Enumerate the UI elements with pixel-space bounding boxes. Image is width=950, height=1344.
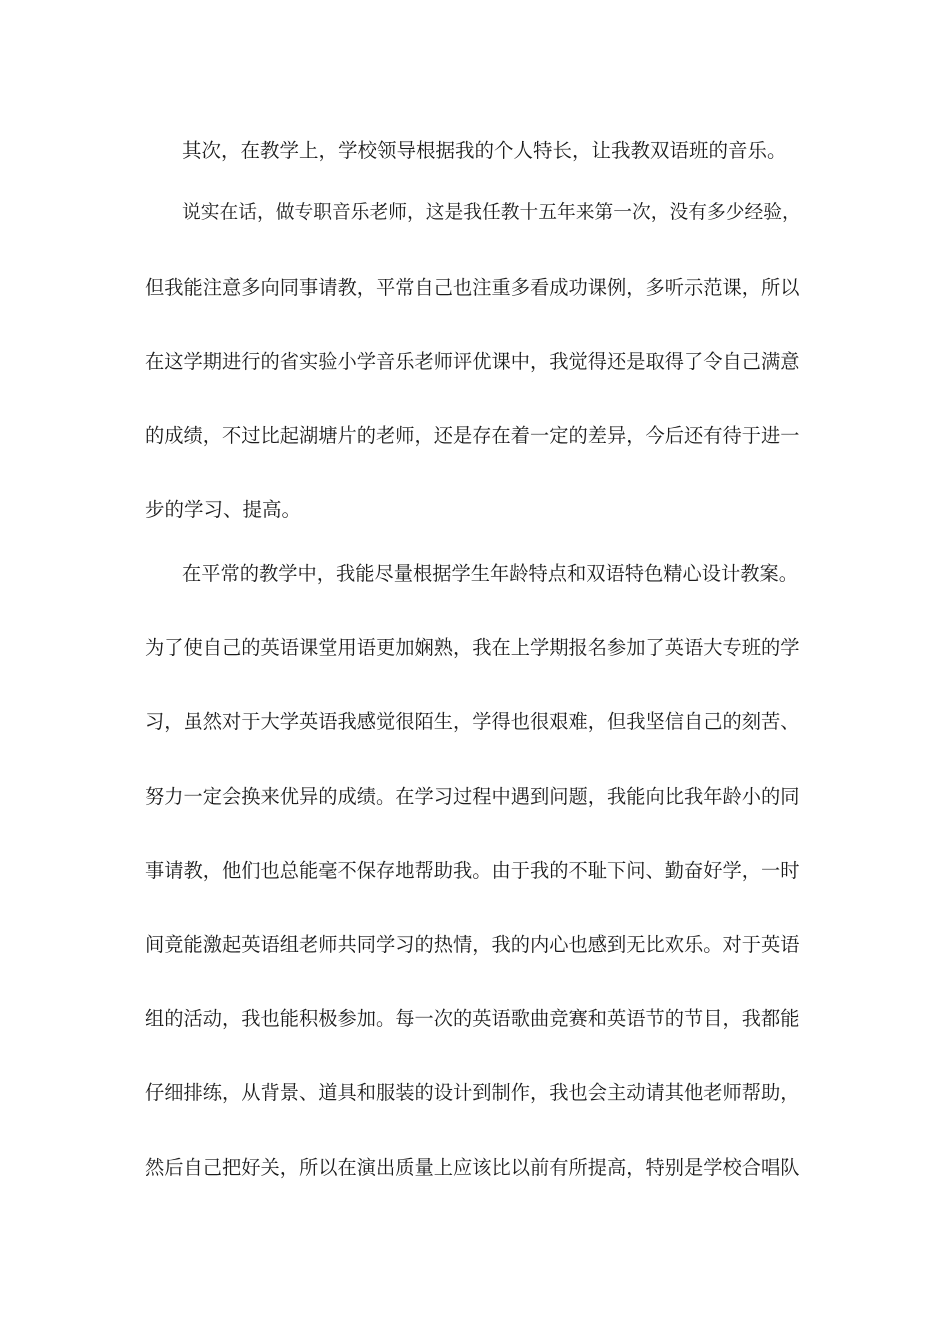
paragraph-line: 间竟能激起英语组老师共同学习的热情，我的内心也感到无比欢乐。对于英语: [145, 933, 800, 956]
paragraph-line: 但我能注意多向同事请教，平常自己也注重多看成功课例，多听示范课，所以: [145, 276, 800, 299]
paragraph-line: 在平常的教学中，我能尽量根据学生年龄特点和双语特色精心设计教案。: [182, 562, 798, 585]
paragraph-line: 组的活动，我也能积极参加。每一次的英语歌曲竞赛和英语节的节目，我都能: [145, 1007, 800, 1030]
paragraph-line: 然后自己把好关，所以在演出质量上应该比以前有所提高，特别是学校合唱队: [145, 1156, 800, 1179]
paragraph-line: 为了使自己的英语课堂用语更加娴熟，我在上学期报名参加了英语大专班的学: [145, 636, 800, 659]
paragraph-line: 说实在话，做专职音乐老师，这是我任教十五年来第一次，没有多少经验，: [182, 202, 801, 223]
paragraph-line: 在这学期进行的省实验小学音乐老师评优课中，我觉得还是取得了令自己满意: [145, 350, 800, 373]
paragraph-line: 习，虽然对于大学英语我感觉很陌生，学得也很艰难，但我坚信自己的刻苦、: [145, 710, 800, 733]
paragraph-line: 事请教，他们也总能毫不保存地帮助我。由于我的不耻下问、勤奋好学，一时: [145, 859, 800, 882]
paragraph-line: 的成绩，不过比起湖塘片的老师，还是存在着一定的差异，今后还有待于进一: [145, 424, 800, 447]
paragraph-line: 步的学习、提高。: [145, 498, 302, 521]
paragraph-line: 努力一定会换来优异的成绩。在学习过程中遇到问题，我能向比我年龄小的同: [145, 785, 800, 808]
paragraph-line: 仔细排练，从背景、道具和服装的设计到制作，我也会主动请其他老师帮助，: [145, 1081, 800, 1104]
paragraph-line: 其次，在教学上，学校领导根据我的个人特长，让我教双语班的音乐。: [182, 139, 787, 162]
